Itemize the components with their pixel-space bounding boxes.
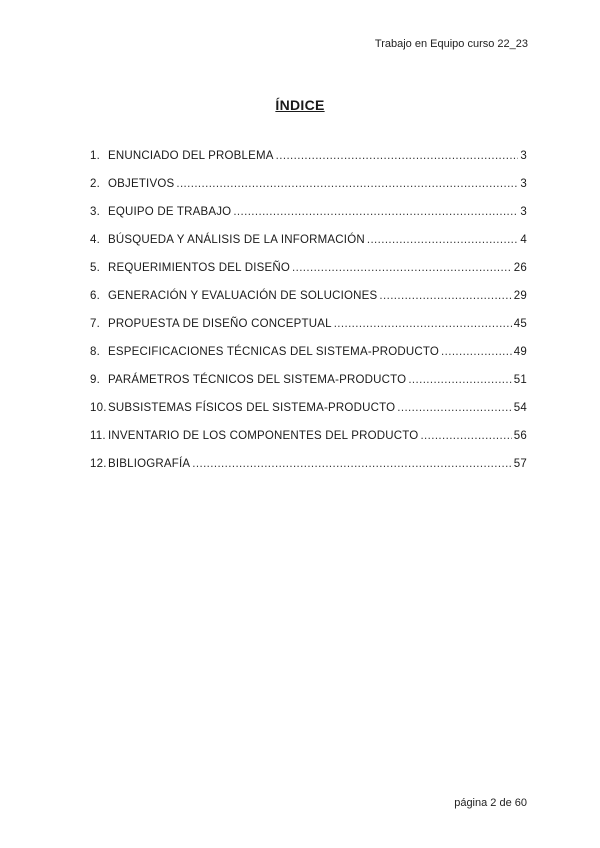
toc-entry[interactable] (90, 206, 527, 234)
toc-entry-label: PARÁMETROS TÉCNICOS DEL SISTEMA-PRODUCTO (108, 374, 407, 386)
toc-entry-label: REQUERIMIENTOS DEL DISEÑO (108, 262, 291, 274)
toc-entry-number: 1. (90, 150, 100, 162)
toc-entry-page: 29 (513, 290, 527, 302)
toc-entry-page: 3 (520, 178, 527, 190)
toc-leader-dots (441, 346, 512, 358)
toc-entry[interactable] (90, 234, 527, 262)
toc-entry-page: 56 (513, 430, 527, 442)
toc-leader-dots (408, 374, 511, 386)
toc-entry-number: 3. (90, 206, 100, 218)
toc-entry-number: 11. (90, 430, 106, 442)
toc-entry-number: 10. (90, 402, 107, 414)
toc-entry[interactable] (90, 318, 527, 346)
toc-entry[interactable] (90, 346, 527, 374)
toc-leader-dots (292, 262, 512, 274)
toc-leader-dots (176, 178, 518, 190)
toc-entry-number: 4. (90, 234, 100, 246)
toc-leader-dots (192, 458, 512, 470)
toc-entry[interactable] (90, 178, 527, 206)
toc-entry-label: GENERACIÓN Y EVALUACIÓN DE SOLUCIONES (108, 290, 378, 302)
toc-entry[interactable] (90, 262, 527, 290)
toc-entry-page: 57 (513, 458, 527, 470)
toc-leader-dots (420, 430, 511, 442)
toc-entry-page: 4 (520, 234, 527, 246)
toc-leader-dots (397, 402, 512, 414)
toc-entry-label: ESPECIFICACIONES TÉCNICAS DEL SISTEMA-PRODUCTO (108, 346, 440, 358)
toc-entry-number: 8. (90, 346, 100, 358)
toc-entry-label: OBJETIVOS (108, 178, 175, 190)
toc-leader-dots (379, 290, 511, 302)
toc-entry-number: 6. (90, 290, 100, 302)
toc-entry-number: 12. (90, 458, 107, 470)
toc-entry-label: SUBSISTEMAS FÍSICOS DEL SISTEMA-PRODUCTO (108, 402, 396, 414)
toc-entry-label: BÚSQUEDA Y ANÁLISIS DE LA INFORMACIÓN (108, 234, 365, 246)
toc-entry[interactable] (90, 150, 527, 178)
toc-entry-page: 26 (513, 262, 527, 274)
toc-entry-number: 7. (90, 318, 100, 330)
toc-entry[interactable] (90, 374, 527, 402)
toc-entry-page: 51 (513, 374, 527, 386)
toc-leader-dots (233, 206, 518, 218)
toc-entry-label: INVENTARIO DE LOS COMPONENTES DEL PRODUCTO (108, 430, 419, 442)
toc-entry-page: 54 (513, 402, 527, 414)
toc-entry[interactable] (90, 402, 527, 430)
page-footer: página 2 de 60 (454, 797, 527, 809)
toc-entry[interactable] (90, 458, 527, 486)
toc-entry-label: BIBLIOGRAFÍA (108, 458, 191, 470)
toc-entry-page: 49 (513, 346, 527, 358)
toc-entry-number: 5. (90, 262, 100, 274)
toc-leader-dots (276, 150, 519, 162)
toc-entry[interactable] (90, 430, 527, 458)
toc-entry-page: 45 (513, 318, 527, 330)
toc-leader-dots (367, 234, 519, 246)
toc-entry-number: 9. (90, 374, 100, 386)
toc-leader-dots (334, 318, 512, 330)
toc-entry-label: ENUNCIADO DEL PROBLEMA (108, 150, 274, 162)
index-title: ÍNDICE (275, 97, 325, 113)
toc-entry-page: 3 (520, 150, 527, 162)
page-header: Trabajo en Equipo curso 22_23 (374, 38, 528, 50)
toc-entry[interactable] (90, 290, 527, 318)
toc-entry-label: PROPUESTA DE DISEÑO CONCEPTUAL (108, 318, 332, 330)
toc-entry-number: 2. (90, 178, 100, 190)
toc-entry-label: EQUIPO DE TRABAJO (108, 206, 232, 218)
toc-entry-page: 3 (520, 206, 527, 218)
table-of-contents (90, 150, 527, 486)
